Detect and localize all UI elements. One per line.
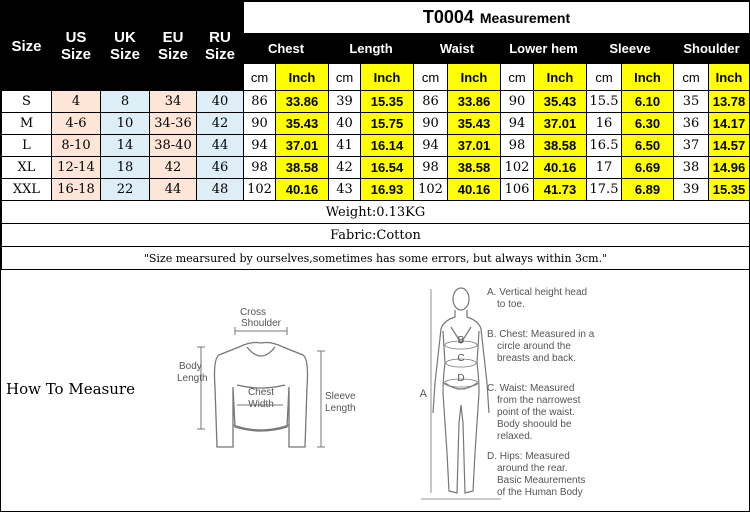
measurement-header-2: Waist (414, 34, 501, 64)
inch-value: 33.86 (276, 91, 329, 113)
cm-value: 102 (244, 179, 276, 201)
measurement-title (244, 2, 750, 34)
measurement-header-4: Sleeve (587, 34, 674, 64)
legend-line: Basic Meaurements (497, 475, 586, 486)
inch-value: 35.43 (448, 113, 501, 135)
body-label: Body (179, 361, 202, 372)
letter-b: B (457, 335, 465, 346)
cm-value: 37 (674, 135, 709, 157)
cm-value: 102 (501, 157, 534, 179)
inch-value: 6.69 (622, 157, 674, 179)
legend-line: of the Human Body (497, 487, 583, 498)
eu-cell: 44 (150, 179, 197, 201)
weight-row: Weight:0.13KG (2, 201, 750, 224)
inch-value: 38.58 (276, 157, 329, 179)
eu-cell: 38-40 (150, 135, 197, 157)
eu-size-header (150, 2, 197, 91)
uk-cell: 8 (101, 91, 150, 113)
us-cell: 16-18 (52, 179, 101, 201)
inch-value: 16.14 (361, 135, 414, 157)
inch-value: 6.10 (622, 91, 674, 113)
eu-cell: 34 (150, 91, 197, 113)
legend-line: from the narrowest (497, 395, 581, 406)
uk-cell: 14 (101, 135, 150, 157)
inch-value: 14.96 (709, 157, 750, 179)
inch-value: 41.73 (534, 179, 587, 201)
unit-inch-5: Inch (709, 64, 750, 91)
inch-value: 6.30 (622, 113, 674, 135)
unit-cm-0: cm (244, 64, 276, 91)
inch-value: 38.58 (534, 135, 587, 157)
size-cell: L (2, 135, 52, 157)
size-rows (2, 91, 750, 201)
cm-value: 16.5 (587, 135, 622, 157)
inch-value: 33.86 (448, 91, 501, 113)
size-header: Size (2, 2, 52, 91)
us-size-header-text: US Size (60, 29, 91, 63)
sleeve-label: Sleeve (325, 391, 356, 402)
inch-value: 40.16 (276, 179, 329, 201)
ru-cell: 46 (197, 157, 244, 179)
inch-value: 38.58 (448, 157, 501, 179)
ru-cell: 44 (197, 135, 244, 157)
unit-cm-1: cm (329, 64, 361, 91)
cm-value: 94 (244, 135, 276, 157)
measurement-word: Measurement (479, 10, 571, 26)
size-cell: XL (2, 157, 52, 179)
table-row (2, 135, 750, 157)
measurement-header-1: Length (329, 34, 414, 64)
uk-cell: 22 (101, 179, 150, 201)
cross-label-1: Cross (239, 307, 267, 318)
cm-value: 94 (501, 113, 534, 135)
ru-cell: 48 (197, 179, 244, 201)
legend-line: to toe. (497, 299, 525, 310)
unit-cm-2: cm (414, 64, 448, 91)
cm-value: 98 (414, 157, 448, 179)
inch-value: 13.78 (709, 91, 750, 113)
legend-line: relaxed. (497, 431, 533, 442)
body-outline-icon (433, 288, 489, 493)
inch-value: 16.93 (361, 179, 414, 201)
cm-value: 17 (587, 157, 622, 179)
uk-size-header-text: UK Size (109, 29, 140, 63)
cm-value: 38 (674, 157, 709, 179)
cm-value: 43 (329, 179, 361, 201)
cm-value: 90 (414, 113, 448, 135)
legend-line: circle around the (497, 341, 571, 352)
ru-cell: 40 (197, 91, 244, 113)
sleeve-length-label: Length (325, 403, 356, 414)
table-row (2, 91, 750, 113)
cm-value: 98 (244, 157, 276, 179)
inch-value: 35.43 (276, 113, 329, 135)
measurement-header-0: Chest (244, 34, 329, 64)
cm-value: 90 (501, 91, 534, 113)
how-to-measure-panel (1, 267, 749, 511)
uk-size-header (101, 2, 150, 91)
inch-value: 37.01 (534, 113, 587, 135)
cm-value: 17.5 (587, 179, 622, 201)
unit-inch-1: Inch (361, 64, 414, 91)
cm-value: 86 (244, 91, 276, 113)
body-length-label: Length (177, 373, 208, 384)
cm-value: 98 (501, 135, 534, 157)
size-cell: S (2, 91, 52, 113)
letter-a: A (419, 388, 427, 400)
us-size-header (52, 2, 101, 91)
uk-cell: 10 (101, 113, 150, 135)
size-cell: XXL (2, 179, 52, 201)
us-cell: 12-14 (52, 157, 101, 179)
us-cell: 4 (52, 91, 101, 113)
cm-value: 40 (329, 113, 361, 135)
legend-line: breasts and back. (497, 353, 576, 364)
legend-line: A. Vertical height head (487, 287, 588, 298)
cm-value: 35 (674, 91, 709, 113)
eu-size-header-text: EU Size (157, 29, 188, 63)
cm-value: 42 (329, 157, 361, 179)
cm-value: 94 (414, 135, 448, 157)
letter-d: D (457, 373, 465, 384)
letter-c: C (457, 353, 465, 364)
eu-cell: 42 (150, 157, 197, 179)
legend-line: B. Chest: Measured in a (487, 329, 595, 340)
legend-line: C. Waist: Measured (487, 383, 575, 394)
cm-value: 39 (329, 91, 361, 113)
eu-cell: 34-36 (150, 113, 197, 135)
uk-cell: 18 (101, 157, 150, 179)
cm-value: 16 (587, 113, 622, 135)
cm-value: 86 (414, 91, 448, 113)
how-to-measure-label: How To Measure (6, 380, 135, 398)
unit-cm-3: cm (501, 64, 534, 91)
cm-value: 39 (674, 179, 709, 201)
ru-size-header (197, 2, 244, 91)
us-cell: 4-6 (52, 113, 101, 135)
inch-value: 15.35 (709, 179, 750, 201)
inch-value: 40.16 (534, 157, 587, 179)
ru-size-header-text: RU Size (204, 29, 235, 63)
inch-value: 6.89 (622, 179, 674, 201)
inch-value: 37.01 (448, 135, 501, 157)
inch-value: 37.01 (276, 135, 329, 157)
cm-value: 90 (244, 113, 276, 135)
table-row (2, 157, 750, 179)
inch-value: 40.16 (448, 179, 501, 201)
unit-inch-3: Inch (534, 64, 587, 91)
table-row (2, 113, 750, 135)
unit-inch-2: Inch (448, 64, 501, 91)
legend-line: around the rear. (497, 463, 568, 474)
size-cell: M (2, 113, 52, 135)
unit-cm-5: cm (674, 64, 709, 91)
legend-text (487, 287, 627, 511)
cm-value: 102 (414, 179, 448, 201)
measurement-header-5: Shoulder (674, 34, 750, 64)
chest-label: Chest (247, 387, 275, 398)
table-row (2, 179, 750, 201)
product-code: T0004 (422, 7, 474, 27)
ru-cell: 42 (197, 113, 244, 135)
cm-value: 41 (329, 135, 361, 157)
measurement-header-3: Lower hem (501, 34, 587, 64)
inch-value: 15.75 (361, 113, 414, 135)
unit-cm-4: cm (587, 64, 622, 91)
shoulder-label: Shoulder (240, 318, 282, 329)
inch-value: 16.54 (361, 157, 414, 179)
cm-value: 15.5 (587, 91, 622, 113)
inch-value: 14.57 (709, 135, 750, 157)
note-row: "Size mearsured by ourselves,sometimes has some errors, but always within 3cm." (2, 247, 750, 270)
inch-value: 14.17 (709, 113, 750, 135)
garment-diagram (171, 307, 361, 467)
legend-line: point of the waist. (497, 407, 575, 418)
legend-line: D. Hips: Measured (487, 451, 570, 462)
unit-inch-0: Inch (276, 64, 329, 91)
width-label: Width (248, 399, 274, 410)
inch-value: 35.43 (534, 91, 587, 113)
cm-value: 36 (674, 113, 709, 135)
inch-value: 6.50 (622, 135, 674, 157)
legend-line: Body shoould be (497, 419, 572, 430)
us-cell: 8-10 (52, 135, 101, 157)
fabric-row: Fabric:Cotton (2, 224, 750, 247)
cm-value: 106 (501, 179, 534, 201)
size-table (1, 1, 750, 270)
inch-value: 15.35 (361, 91, 414, 113)
unit-inch-4: Inch (622, 64, 674, 91)
